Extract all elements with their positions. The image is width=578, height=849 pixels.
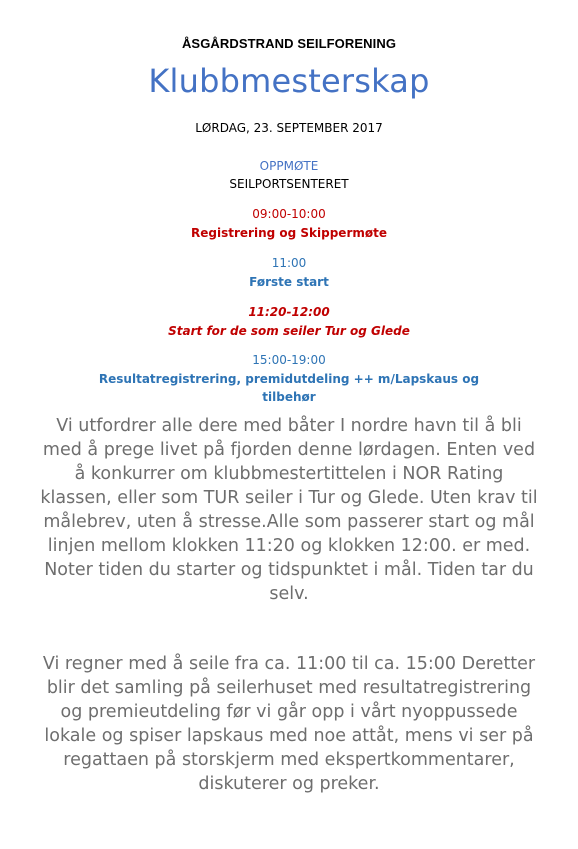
paragraph-line: selv. [269,584,309,604]
paragraph-line: lokale og spiser lapskaus med noe attåt, mens vi ser på [44,726,534,746]
paragraph-line: med å prege livet på fjorden denne lørdagen. Enten ved [42,440,536,460]
schedule-time-results: 15:00-19:00 [252,353,326,367]
schedule-desc-results: Resultatregistrering, premidutdeling ++ m/Lapskaus og [98,372,480,386]
meeting-label: OPPMØTE [259,159,319,173]
meeting-venue: SEILPORTSENTERET [229,177,349,191]
body-paragraph-1 [0,414,578,606]
paragraph-line: regattaen på storskjerm med ekspertkommentarer, [63,750,515,770]
paragraph-line: Vi regner med å seile fra ca. 11:00 til ca. 15:00 Deretter [42,654,536,674]
paragraph-line: diskuterer og preker. [198,774,380,794]
body-paragraph-2 [0,652,578,796]
paragraph-line: Noter tiden du starter og tidspunktet i mål. Tiden tar du [44,560,534,580]
paragraph-line: blir det samling på seilerhuset med resultatregistrering [46,678,532,698]
paragraph-line: klassen, eller som TUR seiler i Tur og Glede. Uten krav til [40,488,538,508]
schedule-desc-tur-glede: Start for de som seiler Tur og Glede [168,324,410,338]
event-date: LØRDAG, 23. SEPTEMBER 2017 [195,121,383,135]
schedule-time-tur-glede: 11:20-12:00 [248,305,330,319]
page-title: Klubbmesterskap [148,62,430,100]
paragraph-line: å konkurrer om klubbmestertittelen i NOR Rating [74,464,504,484]
schedule-desc-registration: Registrering og Skippermøte [191,226,387,240]
schedule-desc-first-start: Første start [249,275,329,289]
paragraph-line: linjen mellom klokken 11:20 og klokken 12:00. er med. [47,536,531,556]
schedule-desc-results-cont: tilbehør [262,390,316,404]
paragraph-line: og premieutdeling før vi går opp i vårt nyoppussede [60,702,518,722]
schedule-time-registration: 09:00-10:00 [252,207,326,221]
paragraph-line: Vi utfordrer alle dere med båter I nordre havn til å bli [56,416,522,436]
paragraph-line: målebrev, uten å stresse.Alle som passerer start og mål [43,512,535,532]
schedule-time-first-start: 11:00 [271,256,307,270]
organization-name: ÅSGÅRDSTRAND SEILFORENING [181,36,397,51]
